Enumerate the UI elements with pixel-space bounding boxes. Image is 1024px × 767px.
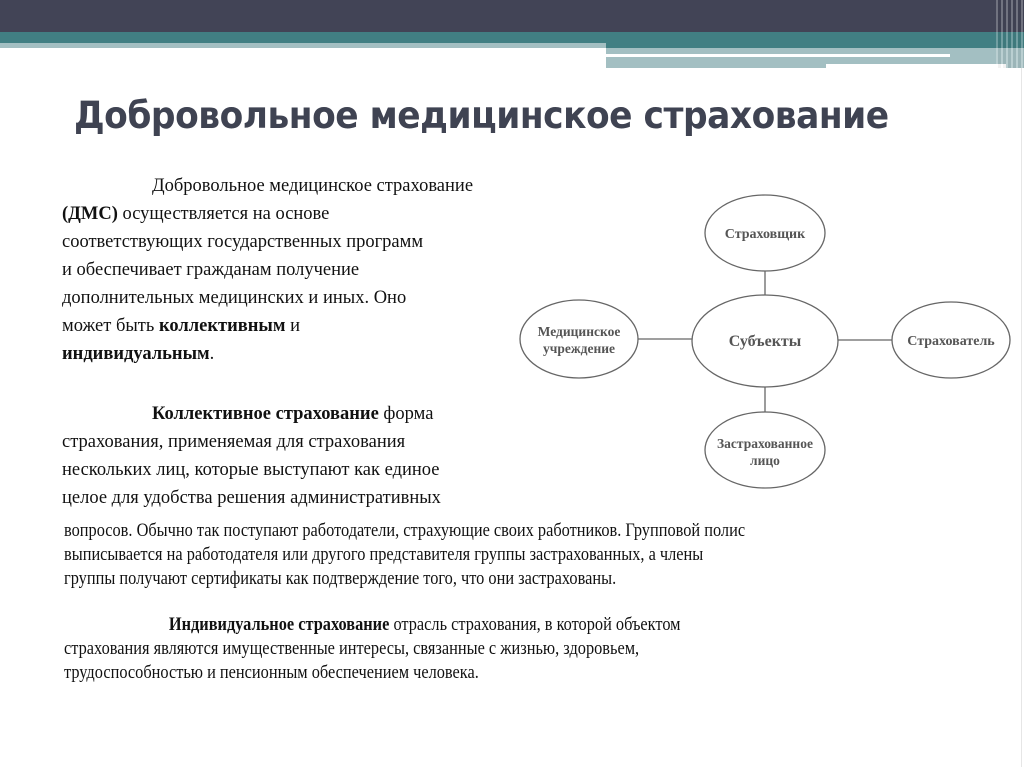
node-center-label: Субъекты	[728, 333, 802, 350]
intro-line-2: (ДМС) осуществляется на основе	[62, 204, 330, 224]
intro-line-3: соответствующих государственных программ	[62, 232, 424, 252]
individual-line-2: страхования являются имущественные интересы, связанные с жизнью, здоровьем,	[64, 638, 640, 659]
continuation-line-3: группы получают сертификаты как подтверждение того, что они застрахованы.	[64, 568, 617, 589]
collective-line-3: нескольких лиц, которые выступают как единое	[62, 460, 440, 480]
individual-line-3: трудоспособностью и пенсионным обеспечением человека.	[64, 662, 479, 683]
intro-line-4: и обеспечивает гражданам получение	[62, 260, 360, 280]
intro-line-7: индивидуальным.	[62, 344, 215, 364]
node-left-label-1: Медицинское	[537, 324, 621, 339]
collective-line-1: Коллективное страхование форма	[152, 404, 434, 424]
intro-line-6: может быть коллективным и	[62, 316, 300, 336]
intro-line-5: дополнительных медицинских и иных. Оно	[62, 288, 407, 308]
continuation-line-2: выписывается на работодателя или другого представителя группы застрахованных, а члены	[64, 544, 704, 565]
node-left-label-2: учреждение	[542, 341, 616, 356]
collective-line-4: целое для удобства решения административных	[62, 488, 441, 508]
node-bottom-label-2: лицо	[750, 453, 780, 468]
slide-title: Добровольное медицинское страхование	[74, 94, 889, 137]
node-top-label: Страховщик	[724, 227, 806, 242]
node-right-label: Страхователь	[907, 334, 995, 349]
node-bottom-label-1: Застрахованное	[717, 436, 813, 451]
individual-line-1: Индивидуальное страхование отрасль страхования, в которой объектом	[168, 614, 681, 635]
collective-line-2: страхования, применяемая для страхования	[62, 432, 406, 452]
continuation-line-1: вопросов. Обычно так поступают работодатели, страхующие своих работников. Групповой полис	[64, 520, 746, 541]
node-left-ellipse	[520, 300, 638, 378]
intro-line-1: Добровольное медицинское страхование	[152, 176, 474, 196]
